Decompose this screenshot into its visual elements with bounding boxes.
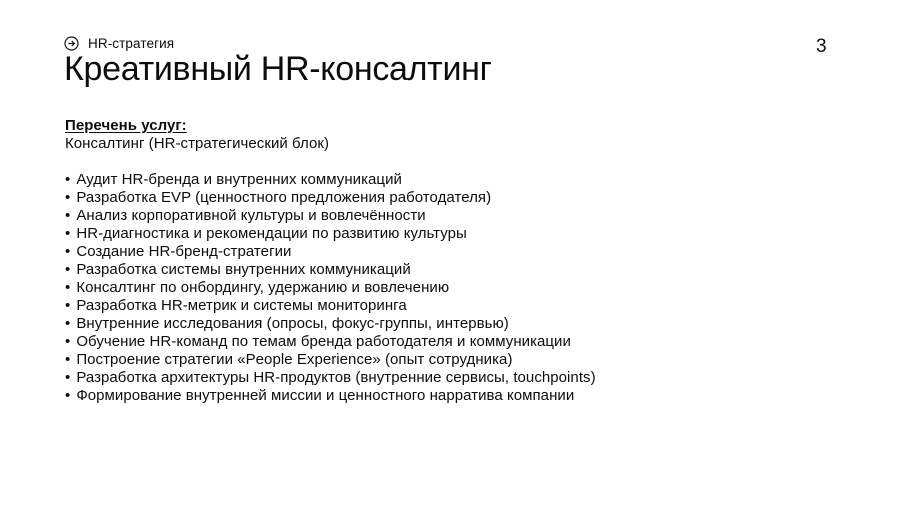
service-item bbox=[65, 207, 596, 225]
bullet-marker: • bbox=[65, 243, 71, 260]
service-item bbox=[65, 261, 596, 279]
arrow-right-circle-icon bbox=[64, 36, 79, 51]
service-item-label: Разработка HR-метрик и системы мониторинга bbox=[76, 297, 407, 314]
service-item bbox=[65, 243, 596, 261]
service-item bbox=[65, 333, 596, 351]
service-item bbox=[65, 297, 596, 315]
service-item bbox=[65, 225, 596, 243]
service-item bbox=[65, 351, 596, 369]
bullet-marker: • bbox=[65, 171, 71, 188]
bullet-marker: • bbox=[65, 207, 71, 224]
bullet-marker: • bbox=[65, 297, 71, 314]
page-number: 3 bbox=[816, 36, 827, 57]
bullet-marker: • bbox=[65, 315, 71, 332]
slide-title: Креативный HR-консалтинг bbox=[64, 50, 492, 88]
service-item-label: Обучение HR-команд по темам бренда работодателя и коммуникации bbox=[76, 333, 571, 350]
service-item bbox=[65, 171, 596, 189]
service-item-label: Анализ корпоративной культуры и вовлечённости bbox=[76, 207, 426, 224]
bullet-marker: • bbox=[65, 279, 71, 296]
services-subheading: Консалтинг (HR-стратегический блок) bbox=[65, 135, 330, 152]
service-item-label: Разработка архитектуры HR-продуктов (внутренние сервисы, touchpoints) bbox=[76, 369, 596, 386]
service-item-label: Аудит HR-бренда и внутренних коммуникаций bbox=[76, 171, 402, 188]
section-tag-label: HR-стратегия bbox=[88, 36, 175, 51]
services-heading: Перечень услуг: bbox=[65, 117, 187, 134]
bullet-marker: • bbox=[65, 225, 71, 242]
bullet-marker: • bbox=[65, 333, 71, 350]
services-block bbox=[65, 117, 596, 405]
bullet-marker: • bbox=[65, 189, 71, 206]
service-item-label: Разработка EVP (ценностного предложения работодателя) bbox=[76, 189, 492, 206]
services-list bbox=[65, 171, 596, 405]
service-item bbox=[65, 369, 596, 387]
service-item-label: Внутренние исследования (опросы, фокус-группы, интервью) bbox=[76, 315, 509, 332]
service-item bbox=[65, 279, 596, 297]
bullet-marker: • bbox=[65, 387, 71, 404]
service-item-label: Формирование внутренней миссии и ценностного нарратива компании bbox=[76, 387, 575, 404]
service-item-label: Консалтинг по онбордингу, удержанию и вовлечению bbox=[76, 279, 450, 296]
service-item bbox=[65, 315, 596, 333]
service-item-label: Создание HR-бренд-стратегии bbox=[76, 243, 292, 260]
service-item-label: HR-диагностика и рекомендации по развитию культуры bbox=[76, 225, 467, 242]
bullet-marker: • bbox=[65, 369, 71, 386]
bullet-marker: • bbox=[65, 261, 71, 278]
blank-line bbox=[65, 153, 596, 171]
service-item-label: Разработка системы внутренних коммуникаций bbox=[76, 261, 411, 278]
service-item-label: Построение стратегии «People Experience» (опыт сотрудника) bbox=[76, 351, 513, 368]
bullet-marker: • bbox=[65, 351, 71, 368]
service-item bbox=[65, 387, 596, 405]
service-item bbox=[65, 189, 596, 207]
section-tag bbox=[64, 36, 174, 51]
